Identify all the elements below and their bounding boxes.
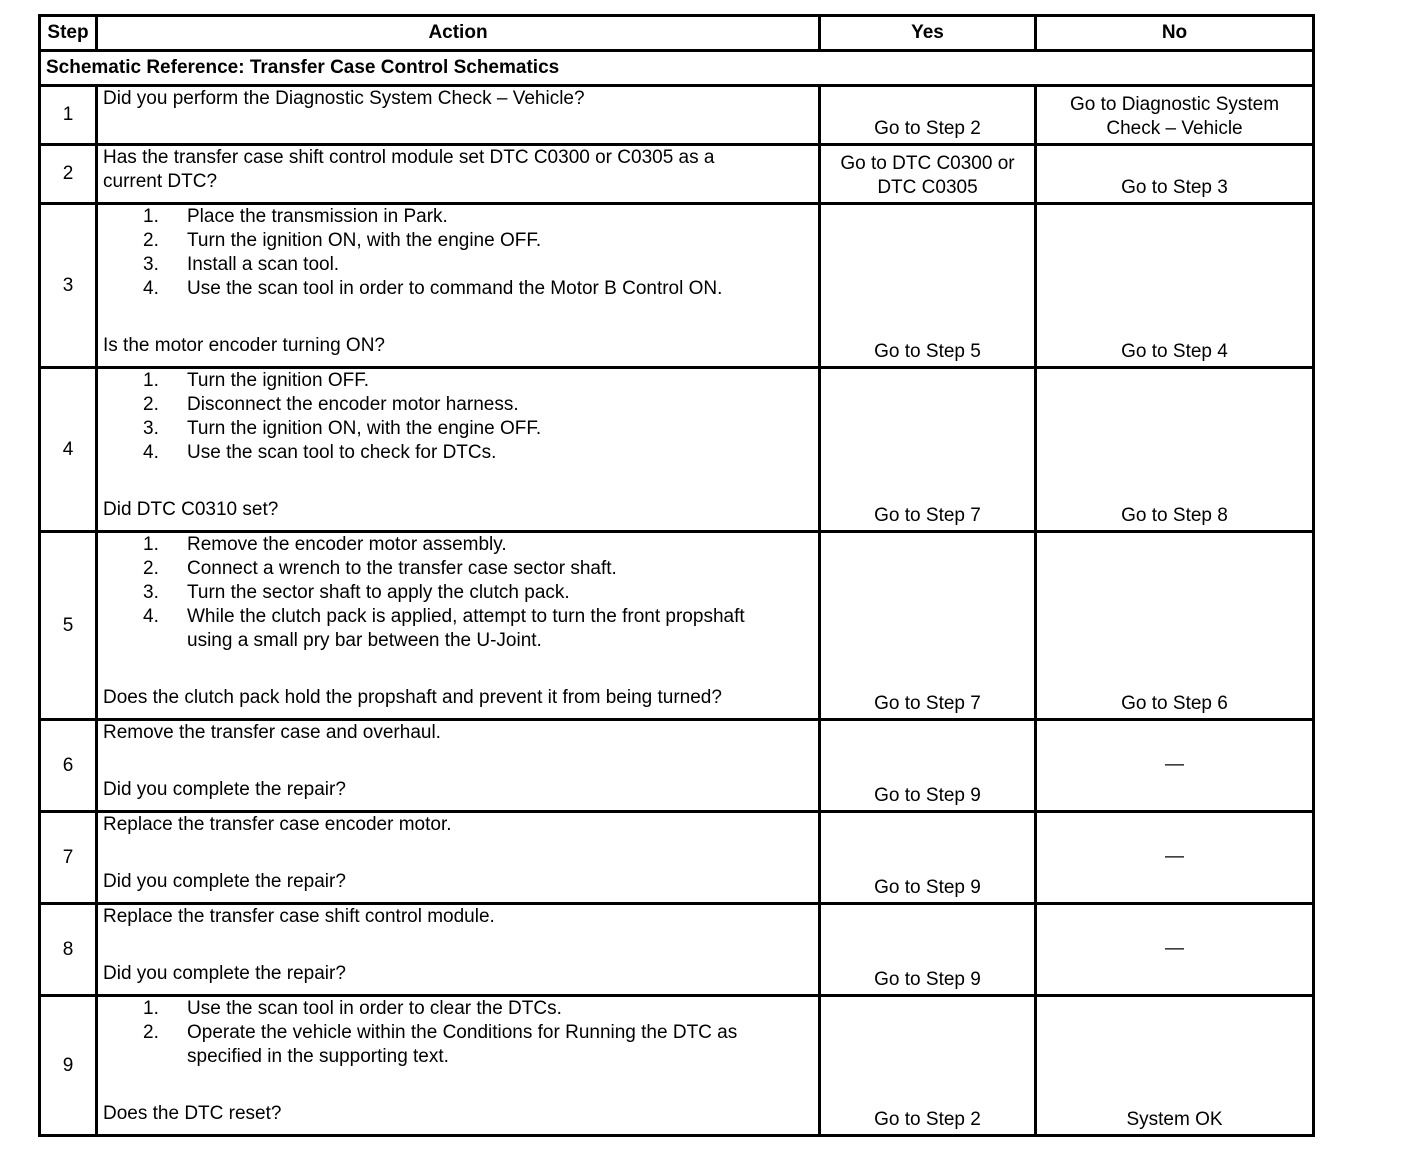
list-item: 4. While the clutch pack is applied, attempt to turn the front propshaft xyxy=(143,606,745,627)
procedure-list xyxy=(103,369,813,465)
header-no: No xyxy=(1036,16,1314,51)
table-row xyxy=(40,145,1314,204)
no-cell: Go to Step 3 xyxy=(1036,145,1314,204)
yes-cell: Go to Step 5 xyxy=(820,204,1036,368)
list-item: 1. Turn the ignition OFF. xyxy=(143,370,369,391)
list-item: 3. Install a scan tool. xyxy=(143,254,340,275)
action-cell xyxy=(97,86,820,145)
question-text: Did DTC C0310 set? xyxy=(103,499,279,520)
step-number: 3 xyxy=(40,204,97,368)
no-cell: Go to Step 8 xyxy=(1036,368,1314,532)
action-cell xyxy=(97,904,820,996)
list-item: 1. Place the transmission in Park. xyxy=(143,206,448,227)
no-cell: — xyxy=(1036,720,1314,812)
action-cell xyxy=(97,204,820,368)
yes-cell: Go to Step 9 xyxy=(820,720,1036,812)
schematic-reference: Schematic Reference: Transfer Case Control Schematics xyxy=(40,51,1314,86)
question-text: current DTC? xyxy=(103,171,218,192)
yes-cell xyxy=(820,145,1036,204)
no-cell: — xyxy=(1036,812,1314,904)
statement-text: Replace the transfer case shift control module. xyxy=(103,906,495,927)
header-action: Action xyxy=(97,16,820,51)
action-cell xyxy=(97,145,820,204)
list-item: 1. Remove the encoder motor assembly. xyxy=(143,534,507,555)
table-row xyxy=(40,368,1314,532)
question-text: Did you complete the repair? xyxy=(103,963,346,984)
list-item: 2. Turn the ignition ON, with the engine OFF. xyxy=(143,230,542,251)
procedure-list xyxy=(103,205,813,301)
header-yes: Yes xyxy=(820,16,1036,51)
yes-cell: Go to Step 7 xyxy=(820,532,1036,720)
no-cell: Go to Step 4 xyxy=(1036,204,1314,368)
procedure-list xyxy=(103,997,813,1069)
list-item: 1. Use the scan tool in order to clear the DTCs. xyxy=(143,998,562,1019)
question-text: Has the transfer case shift control module set DTC C0300 or C0305 as a xyxy=(103,147,715,168)
yes-cell: Go to Step 2 xyxy=(820,86,1036,145)
list-item: using a small pry bar between the U-Joint. xyxy=(187,630,542,651)
table-row xyxy=(40,904,1314,996)
table-row xyxy=(40,996,1314,1136)
table-row xyxy=(40,720,1314,812)
no-cell: — xyxy=(1036,904,1314,996)
header-step: Step xyxy=(40,16,97,51)
statement-text: Replace the transfer case encoder motor. xyxy=(103,814,452,835)
yes-cell: Go to Step 9 xyxy=(820,904,1036,996)
question-text: Did you complete the repair? xyxy=(103,871,346,892)
table-row xyxy=(40,812,1314,904)
step-number: 1 xyxy=(40,86,97,145)
yes-cell: Go to Step 2 xyxy=(820,996,1036,1136)
no-cell: Go to Step 6 xyxy=(1036,532,1314,720)
step-number: 5 xyxy=(40,532,97,720)
no-line: Check – Vehicle xyxy=(1106,118,1243,139)
table-row xyxy=(40,86,1314,145)
diagnostic-table xyxy=(38,14,1315,1137)
step-number: 9 xyxy=(40,996,97,1136)
list-item: 4. Use the scan tool in order to command the Motor B Control ON. xyxy=(143,278,723,299)
list-item: 2. Connect a wrench to the transfer case sector shaft. xyxy=(143,558,617,579)
step-number: 2 xyxy=(40,145,97,204)
schematic-reference-row xyxy=(40,51,1314,86)
table-row xyxy=(40,532,1314,720)
action-cell xyxy=(97,812,820,904)
question-text: Does the clutch pack hold the propshaft and prevent it from being turned? xyxy=(103,687,722,708)
yes-line: DTC C0305 xyxy=(877,177,978,198)
list-item: 4. Use the scan tool to check for DTCs. xyxy=(143,442,497,463)
step-number: 8 xyxy=(40,904,97,996)
statement-text: Remove the transfer case and overhaul. xyxy=(103,722,441,743)
list-item: 2. Disconnect the encoder motor harness. xyxy=(143,394,519,415)
action-cell xyxy=(97,996,820,1136)
question-text: Did you complete the repair? xyxy=(103,779,346,800)
no-cell: System OK xyxy=(1036,996,1314,1136)
step-number: 6 xyxy=(40,720,97,812)
header-row xyxy=(40,16,1314,51)
list-item: 3. Turn the ignition ON, with the engine OFF. xyxy=(143,418,542,439)
list-item: 3. Turn the sector shaft to apply the clutch pack. xyxy=(143,582,570,603)
yes-cell: Go to Step 7 xyxy=(820,368,1036,532)
step-number: 4 xyxy=(40,368,97,532)
yes-line: Go to DTC C0300 or xyxy=(840,153,1015,174)
action-cell xyxy=(97,532,820,720)
step-number: 7 xyxy=(40,812,97,904)
action-cell xyxy=(97,720,820,812)
question-text: Is the motor encoder turning ON? xyxy=(103,335,385,356)
yes-cell: Go to Step 9 xyxy=(820,812,1036,904)
list-item: specified in the supporting text. xyxy=(187,1046,449,1067)
no-line: Go to Diagnostic System xyxy=(1069,94,1280,115)
list-item: 2. Operate the vehicle within the Conditions for Running the DTC as xyxy=(143,1022,738,1043)
question-text: Did you perform the Diagnostic System Check – Vehicle? xyxy=(103,88,585,109)
table-row xyxy=(40,204,1314,368)
question-text: Does the DTC reset? xyxy=(103,1103,282,1124)
procedure-list xyxy=(103,533,813,653)
action-cell xyxy=(97,368,820,532)
no-cell xyxy=(1036,86,1314,145)
